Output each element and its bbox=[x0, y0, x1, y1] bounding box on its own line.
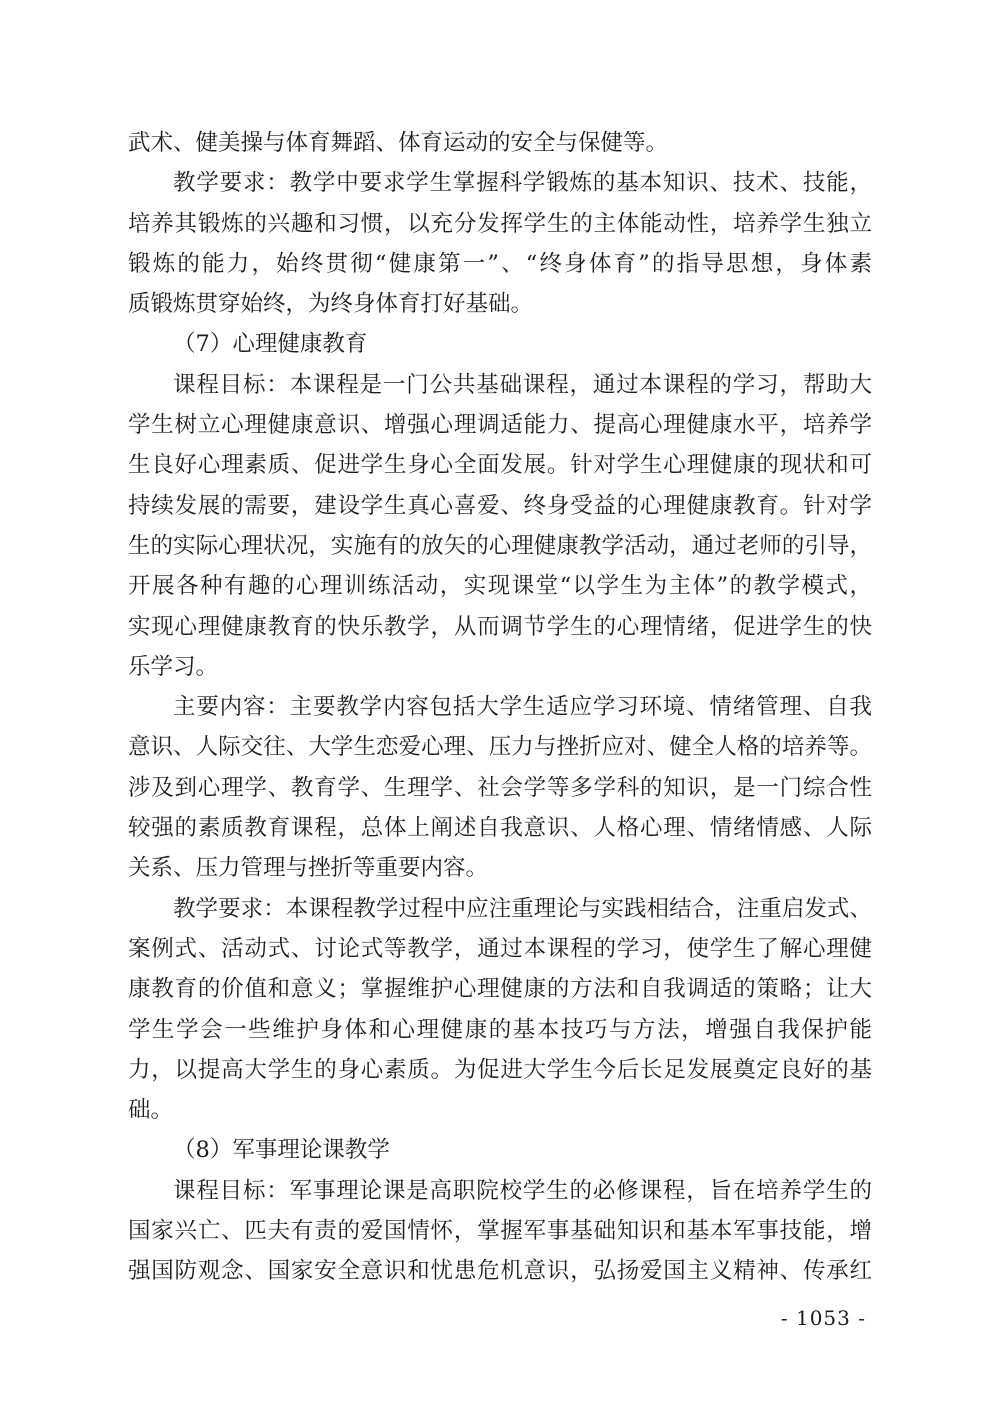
paragraph-teaching-requirements-mental-health bbox=[128, 889, 872, 1131]
text-line: 关系、压力管理与挫折等重要内容。 bbox=[128, 855, 489, 882]
text-line: 学生树立心理健康意识、增强心理调适能力、提高心理健康水平，培养学 bbox=[128, 412, 872, 439]
text-line: 持续发展的需要，建设学生真心喜爱、终身受益的心理健康教育。针对学 bbox=[128, 492, 872, 519]
paragraph-main-content-mental-health bbox=[128, 687, 872, 888]
paragraph-teaching-requirements-pe bbox=[128, 163, 872, 324]
section-heading-military-theory bbox=[128, 1130, 872, 1170]
text-line: 实现心理健康教育的快乐教学，从而调节学生的心理情绪，促进学生的快 bbox=[128, 613, 872, 640]
text-line: 较强的素质教育课程，总体上阐述自我意识、人格心理、情绪情感、人际 bbox=[128, 815, 872, 842]
text-line: 涉及到心理学、教育学、生理学、社会学等多学科的知识，是一门综合性 bbox=[128, 774, 872, 801]
text-line: 课程目标：本课程是一门公共基础课程，通过本课程的学习，帮助大 bbox=[173, 371, 872, 398]
paragraph-course-objective-military bbox=[128, 1171, 872, 1292]
text-line: 学生学会一些维护身体和心理健康的基本技巧与方法，增强自我保护能 bbox=[128, 1016, 872, 1043]
text-line: 主要内容：主要教学内容包括大学生适应学习环境、情绪管理、自我 bbox=[173, 694, 872, 721]
text-line: 力，以提高大学生的身心素质。为促进大学生今后长足发展奠定良好的基 bbox=[128, 1056, 872, 1083]
section-heading-mental-health bbox=[128, 324, 872, 364]
text-line: 培养其锻炼的兴趣和习惯，以充分发挥学生的主体能动性，培养学生独立 bbox=[128, 210, 872, 237]
text-line: 意识、人际交往、大学生恋爱心理、压力与挫折应对、健全人格的培养等。 bbox=[128, 734, 872, 761]
text-line: 康教育的价值和意义；掌握维护心理健康的方法和自我调适的策略；让大 bbox=[128, 976, 872, 1003]
text-line: 础。 bbox=[128, 1097, 174, 1124]
text-line: 教学要求：教学中要求学生掌握科学锻炼的基本知识、技术、技能， bbox=[173, 170, 872, 197]
section-heading: （8）军事理论课教学 bbox=[173, 1137, 390, 1164]
text-line: 教学要求：本课程教学过程中应注重理论与实践相结合，注重启发式、 bbox=[173, 895, 872, 922]
page-number: - 1053 - bbox=[780, 1306, 866, 1330]
text-line: 武术、健美操与体育舞蹈、体育运动的安全与保健等。 bbox=[128, 130, 669, 156]
text-line: 质锻炼贯穿始终，为终身体育打好基础。 bbox=[128, 291, 534, 318]
paragraph-continuation bbox=[128, 123, 872, 163]
text-line: 国家兴亡、匹夫有责的爱国情怀，掌握军事基础知识和基本军事技能，增 bbox=[128, 1218, 872, 1245]
text-line: 生的实际心理状况，实施有的放矢的心理健康教学活动，通过老师的引导， bbox=[128, 532, 872, 559]
text-line: 锻炼的能力，始终贯彻“健康第一”、“终身体育”的指导思想，身体素 bbox=[128, 250, 872, 277]
text-line: 课程目标：军事理论课是高职院校学生的必修课程，旨在培养学生的 bbox=[173, 1177, 872, 1204]
text-line: 案例式、活动式、讨论式等教学，通过本课程的学习，使学生了解心理健 bbox=[128, 935, 872, 962]
text-line: 强国防观念、国家安全意识和忧患危机意识，弘扬爱国主义精神、传承红 bbox=[128, 1258, 872, 1285]
paragraph-course-objective-mental-health bbox=[128, 365, 872, 687]
document-page bbox=[128, 123, 872, 1292]
section-heading: （7）心理健康教育 bbox=[173, 331, 368, 358]
text-line: 开展各种有趣的心理训练活动，实现课堂“以学生为主体”的教学模式， bbox=[128, 573, 872, 600]
text-line: 生良好心理素质、促进学生身心全面发展。针对学生心理健康的现状和可 bbox=[128, 452, 872, 479]
text-line: 乐学习。 bbox=[128, 653, 219, 680]
